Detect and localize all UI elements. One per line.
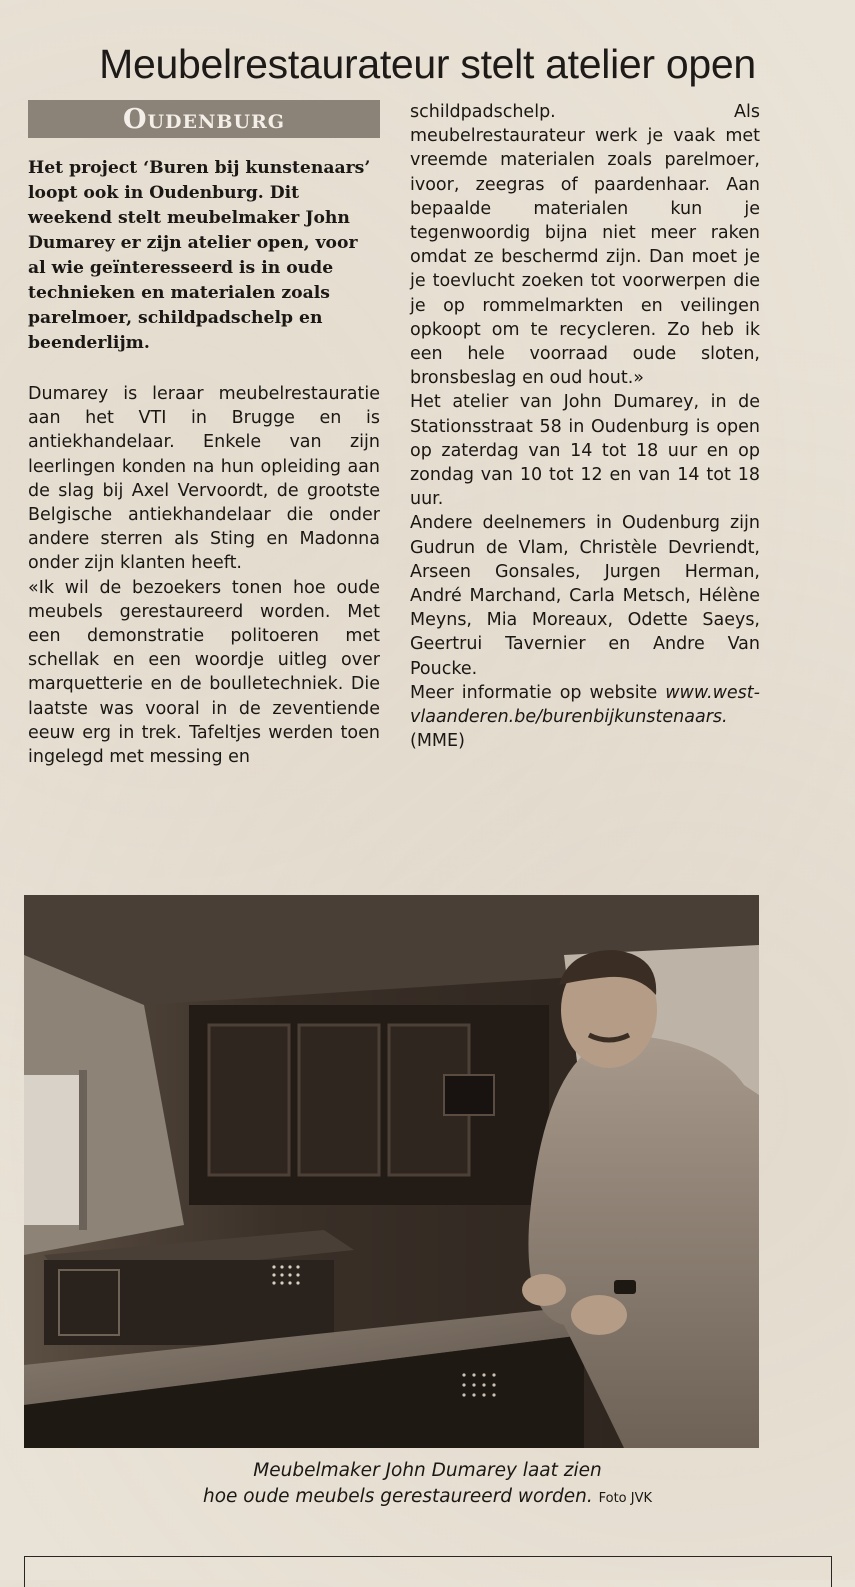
article-lead: Het project ‘Buren bij kunstenaars’ loopt ook in Oudenburg. Dit weekend stelt meubelmaker John Dumarey er zijn atelier open, voor al wie geïnteresseerd is in oude technieken en materialen zoals parelmoer, schildpadschelp en beenderlijm.: [28, 158, 371, 353]
body-paragraph: Andere deelnemers in Oudenburg zijn Gudrun de Vlam, Christèle Devriendt, Arseen Gonsales, Jurgen Herman, André Marchand, Carla Metsch, Hélène Meyns, Mia Moreaux, Odette Saeys, Geertrui Tavernier en Andre Van Poucke.: [410, 513, 760, 679]
website-url: www.west-vlaanderen.be/burenbijkunstenaars.: [410, 682, 760, 728]
left-body: [28, 382, 380, 769]
location-kicker: [28, 100, 380, 138]
photo-credit: Foto JVK: [598, 1491, 653, 1506]
caption-line-2: [0, 1484, 855, 1512]
caption-line-1: Meubelmaker John Dumarey laat zien: [253, 1460, 602, 1481]
body-paragraph: schildpadschelp. Als meubelrestaurateur werk je vaak met vreemde materialen zoals parelmoer, ivoor, zeegras of paardenhaar. Aan bepaalde materialen kun je tegenwoordig bijna niet meer raken omdat ze beschermd zijn. Dan moet je je toevlucht zoeken tot voorwerpen die je op rommelmarkten en veilingen opkoopt om te recycleren. Zo heb ik een hele voorraad oude sloten, bronsbeslag en oud hout.»: [410, 102, 760, 389]
website-intro: Meer informatie op website: [410, 682, 658, 703]
byline: (MME): [410, 731, 465, 752]
workshop-photo-illustration: [24, 895, 759, 1448]
body-paragraph: Het atelier van John Dumarey, in de Stationsstraat 58 in Oudenburg is open op zaterdag van 14 tot 18 uur en op zondag van 10 tot 12 en van 14 tot 18 uur.: [410, 392, 760, 510]
right-column: [410, 100, 760, 753]
body-paragraph: «Ik wil de bezoekers tonen hoe oude meubels gerestaureerd worden. Met een demonstratie politoeren met schellak en een woordje uitleg over marquetterie en de boulletechniek. Die laatste was vooral in de zeventiende eeuw erg in trek. Tafeltjes werden toen ingelegd met messing en: [28, 577, 380, 768]
kicker-label: Oudenburg: [122, 103, 286, 135]
next-article-border: [24, 1556, 832, 1587]
body-paragraph: [410, 681, 760, 754]
photo-caption: [0, 1458, 855, 1512]
left-column: [28, 100, 380, 769]
caption-text: hoe oude meubels gerestaureerd worden.: [202, 1486, 593, 1507]
body-paragraph: Dumarey is leraar meubelrestauratie aan het VTI in Brugge en is antiekhandelaar. Enkele van zijn leerlingen konden na hun opleiding aan de slag bij Axel Vervoordt, de grootste Belgische antiekhandelaar die onder andere sterren als Sting en Madonna onder zijn klanten heeft.: [28, 384, 380, 574]
article-photo: [24, 895, 759, 1448]
article-headline: Meubelrestaurateur stelt atelier open: [99, 41, 756, 88]
